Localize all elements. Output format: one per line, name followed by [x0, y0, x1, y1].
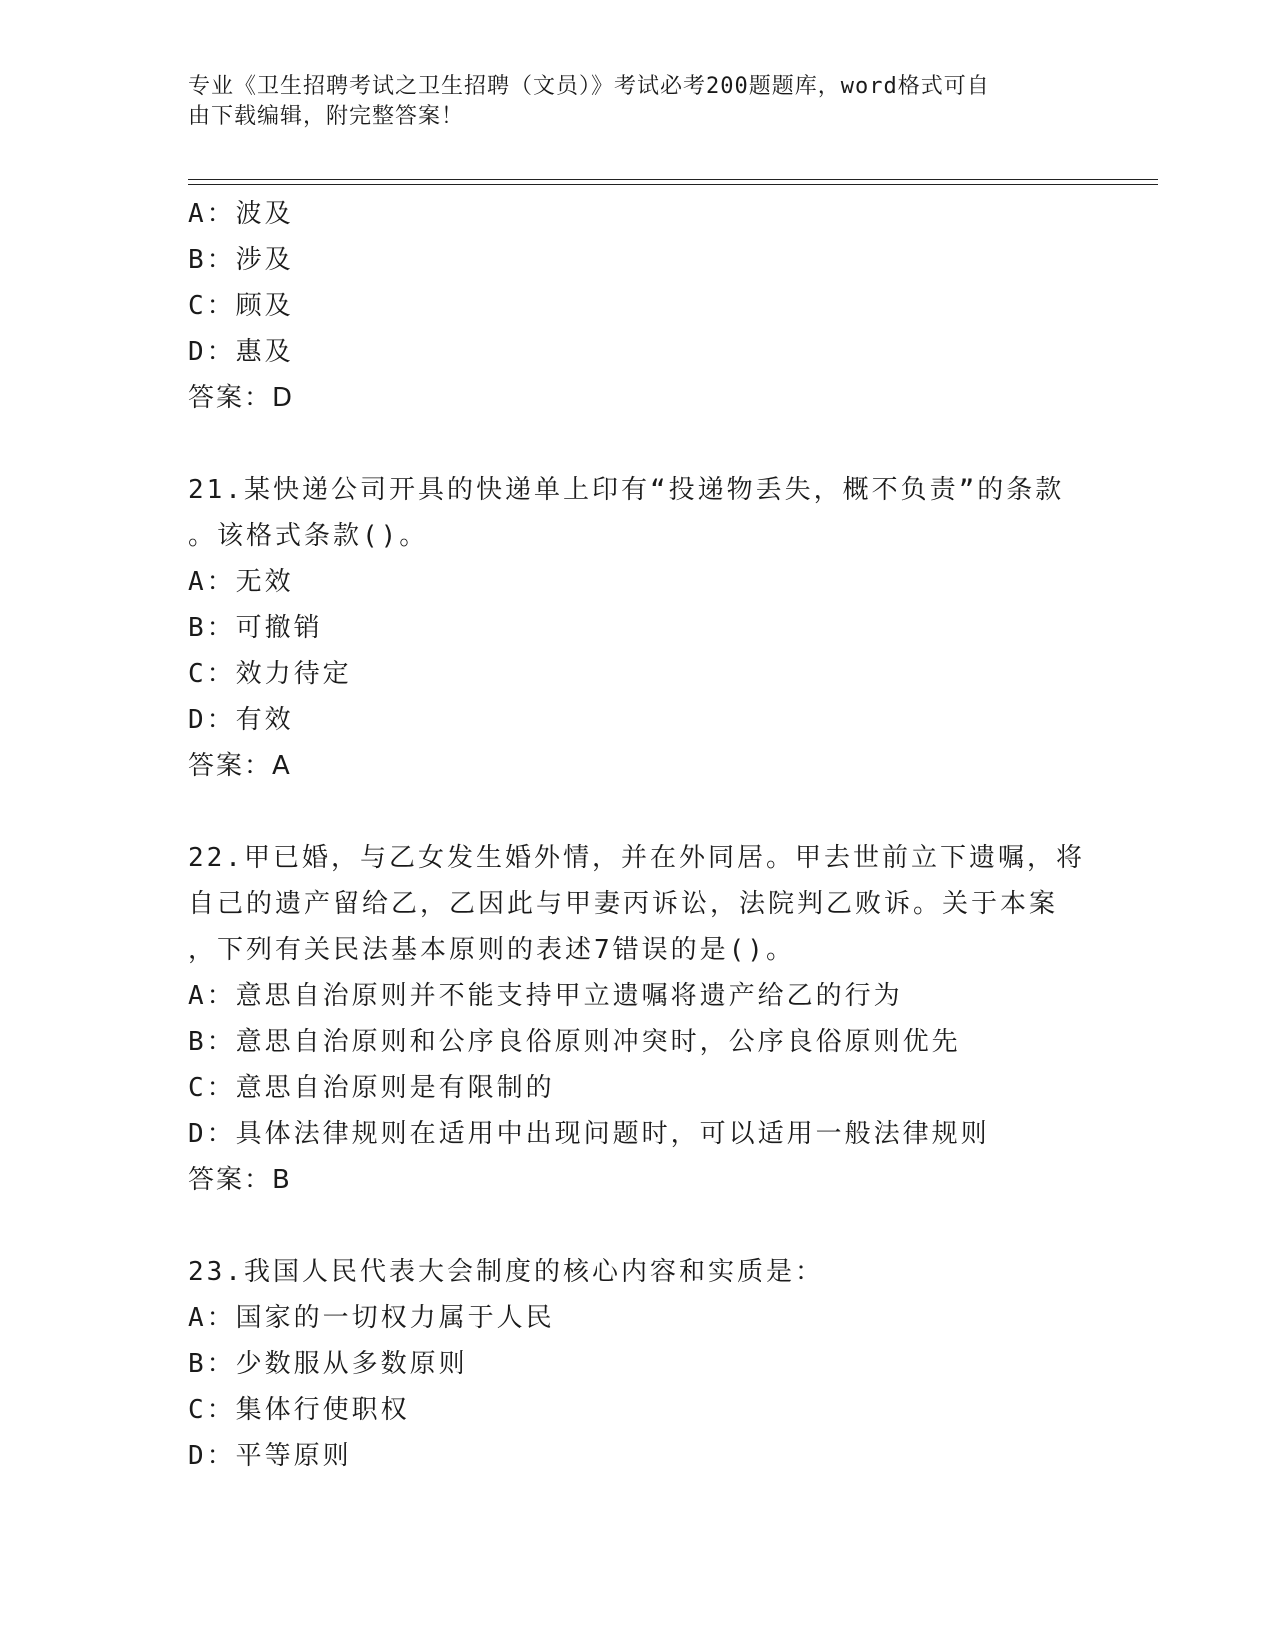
answer-line: 答案：B: [188, 1165, 292, 1195]
option-b: B：可撤销: [188, 613, 323, 643]
question-20: [188, 191, 1088, 421]
option-c: C：集体行使职权: [188, 1395, 410, 1425]
answer-line: 答案：A: [188, 751, 292, 781]
option-c: C：效力待定: [188, 659, 352, 689]
option-c: C：意思自治原则是有限制的: [188, 1073, 555, 1103]
question-22: [188, 835, 1088, 1203]
option-a: A：意思自治原则并不能支持甲立遗嘱将遗产给乙的行为: [188, 981, 903, 1011]
question-text-line: 自己的遗产留给乙，乙因此与甲妻丙诉讼，法院判乙败诉。关于本案: [188, 889, 1059, 919]
option-c: C：顾及: [188, 291, 294, 321]
option-a: A：国家的一切权力属于人民: [188, 1303, 555, 1333]
question-23: [188, 1249, 1088, 1479]
header-rule-top: [188, 179, 1158, 180]
option-a: A：无效: [188, 567, 294, 597]
header-line-1: 专业《卫生招聘考试之卫生招聘（文员）》考试必考200题题库，word格式可自: [188, 74, 990, 99]
question-21: [188, 467, 1088, 789]
option-d: D：有效: [188, 705, 294, 735]
option-d: D：具体法律规则在适用中出现问题时，可以适用一般法律规则: [188, 1119, 990, 1149]
question-text-line: 23.我国人民代表大会制度的核心内容和实质是：: [188, 1257, 824, 1287]
question-text-line: 22.甲已婚，与乙女发生婚外情，并在外同居。甲去世前立下遗嘱，将: [188, 843, 1085, 873]
question-text-line: 。该格式条款()。: [188, 521, 429, 551]
option-d: D：惠及: [188, 337, 294, 367]
question-text-line: 21.某快递公司开具的快递单上印有“投递物丢失，概不负责”的条款: [188, 475, 1065, 505]
option-b: B：意思自治原则和公序良俗原则冲突时，公序良俗原则优先: [188, 1027, 961, 1057]
header-line-2: 由下载编辑，附完整答案！: [188, 104, 465, 129]
question-text-line: ，下列有关民法基本原则的表述7错误的是()。: [188, 935, 795, 965]
option-a: A：波及: [188, 199, 294, 229]
option-b: B：涉及: [188, 245, 294, 275]
question-list: [188, 191, 1088, 1479]
header-rule-bottom: [188, 184, 1158, 185]
document-header: [188, 72, 1068, 132]
option-d: D：平等原则: [188, 1441, 352, 1471]
option-b: B：少数服从多数原则: [188, 1349, 468, 1379]
answer-line: 答案：D: [188, 383, 295, 413]
